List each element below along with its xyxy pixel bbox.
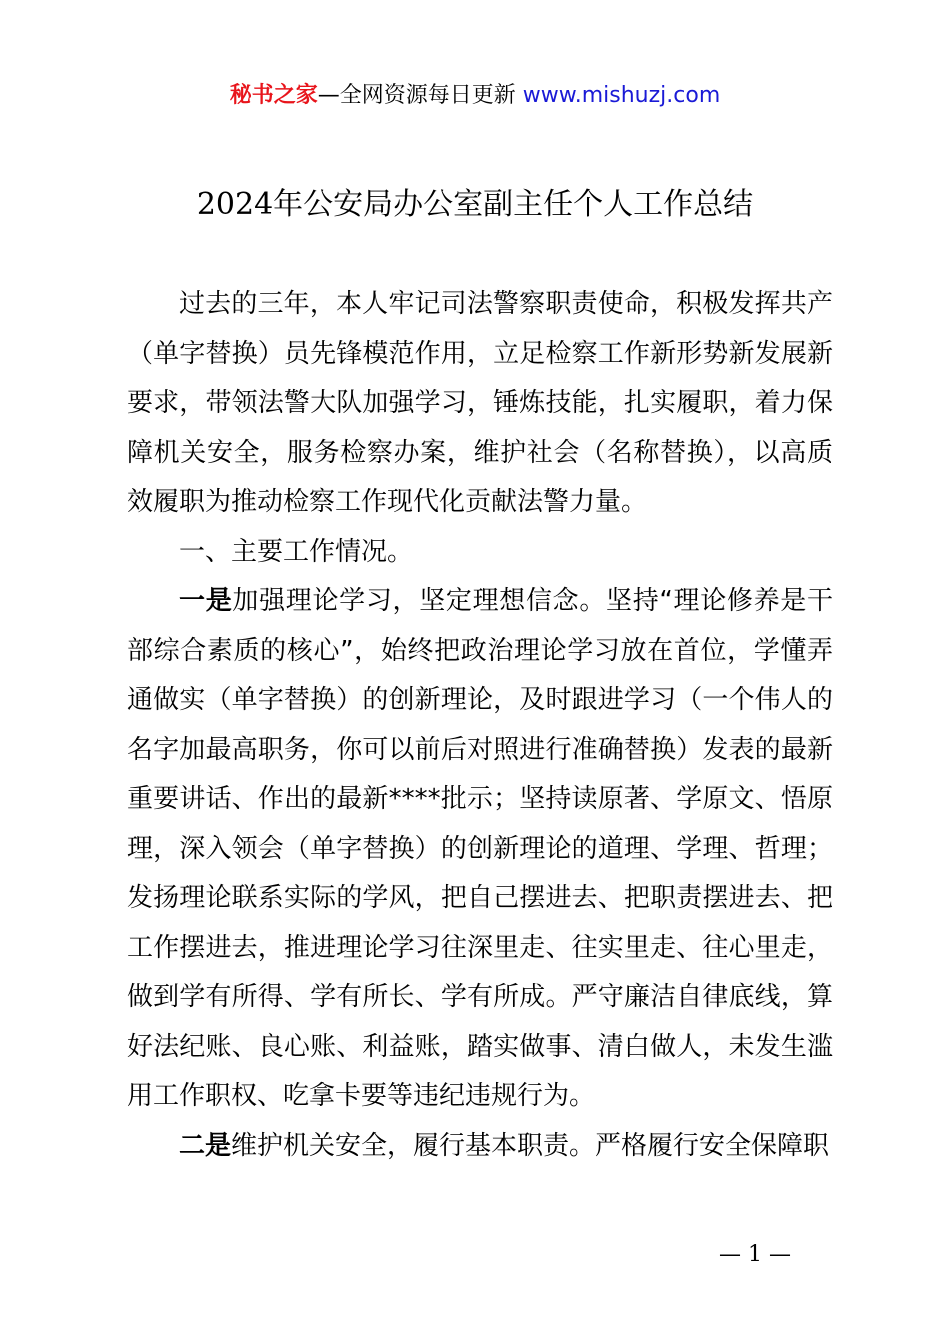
document-title: 2024年公安局办公室副主任个人工作总结 <box>196 187 754 222</box>
paragraph-2 <box>127 1122 833 1172</box>
site-header <box>0 80 950 112</box>
paragraph-2-text: 维护机关安全，履行基本职责。严格履行安全保障职 <box>231 1130 830 1161</box>
paragraph-1 <box>127 577 833 1122</box>
document-body <box>127 280 833 1171</box>
paragraph-1-lead: 一是 <box>179 586 233 616</box>
page-number: — 1 — <box>719 1242 791 1267</box>
site-url-link[interactable]: www.mishuzj.com <box>522 83 721 108</box>
paragraph-1-text: 加强理论学习，坚定理想信念。坚持“理论修养是干部综合素质的核心”，始终把政治理论学习放在首位，学懂弄通做实（单字替换）的创新理论，及时跟进学习（一个伟人的名字加最高职务，你可以前后对照进行准确替换）发表的最新重要讲话、作出的最新****批示；坚持读原著、学原文、悟原理，深入领会（单字替换）的创新理论的道理、学理、哲理；发扬理论联系实际的学风，把自己摆进去、把职责摆进去、把工作摆进去，推进理论学习往深里走、往实里走、往心里走，做到学有所得、学有所长、学有所成。严守廉洁自律底线，算好法纪账、良心账、利益账，踏实做事、清白做人，未发生滥用工作职权、吃拿卡要等违纪违规行为。 <box>127 586 833 1111</box>
intro-paragraph: 过去的三年，本人牢记司法警察职责使命，积极发挥共产（单字替换）员先锋模范作用，立足检察工作新形势新发展新要求，带领法警大队加强学习，锤炼技能，扎实履职，着力保障机关安全，服务检察办案，维护社会（名称替换），以高质效履职为推动检察工作现代化贡献法警力量。 <box>127 289 833 517</box>
header-tagline: —全网资源每日更新 <box>317 83 523 108</box>
brand-name: 秘书之家 <box>229 83 318 108</box>
section-heading: 一、主要工作情况。 <box>179 536 414 567</box>
paragraph-2-lead: 二是 <box>179 1130 232 1161</box>
